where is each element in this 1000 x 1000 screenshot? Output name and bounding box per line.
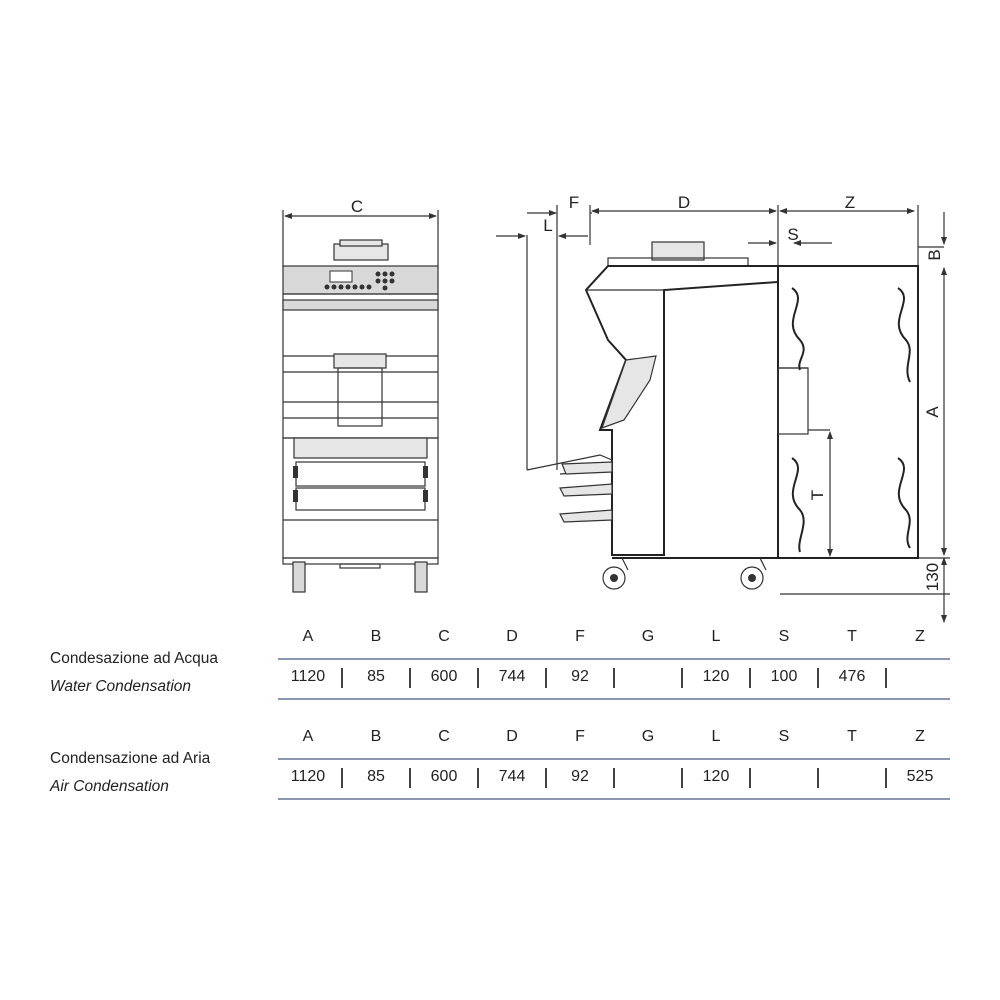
- cell-b: 85: [367, 768, 385, 785]
- cell-separator: [817, 768, 819, 788]
- cell-a: 1120: [290, 768, 326, 785]
- dim-label-130: 130: [923, 562, 942, 592]
- cell-separator: [341, 768, 343, 788]
- cell-separator: [817, 668, 819, 688]
- cell-separator: [341, 668, 343, 688]
- dim-label-c: C: [350, 197, 364, 216]
- col-header-a: A: [302, 728, 314, 745]
- cell-f: 92: [571, 668, 589, 685]
- col-header-z: Z: [915, 728, 925, 745]
- cell-separator: [545, 668, 547, 688]
- dim-label-a: A: [923, 406, 942, 418]
- table-rule-top: [278, 658, 950, 660]
- cell-separator: [681, 668, 683, 688]
- col-header-d: D: [506, 728, 518, 745]
- cell-separator: [409, 768, 411, 788]
- cell-separator: [681, 768, 683, 788]
- side-view: [496, 193, 950, 622]
- col-header-s: S: [778, 728, 790, 745]
- row-title: Condesazione ad Acqua: [50, 650, 219, 667]
- cell-f: 92: [571, 768, 589, 785]
- col-header-a: A: [302, 628, 314, 645]
- cell-d: 744: [498, 768, 526, 785]
- cell-separator: [885, 768, 887, 788]
- dim-label-b: B: [925, 249, 944, 261]
- col-header-b: B: [370, 628, 382, 645]
- cell-separator: [885, 668, 887, 688]
- row-title: Condensazione ad Aria: [50, 750, 211, 767]
- col-header-z: Z: [915, 628, 925, 645]
- table-rule-bottom: [278, 698, 950, 700]
- col-header-g: G: [641, 728, 655, 745]
- cell-c: 600: [430, 768, 458, 785]
- cell-l: 120: [702, 668, 730, 685]
- front-view: [283, 197, 438, 592]
- cell-t: 476: [838, 668, 866, 685]
- col-header-g: G: [641, 628, 655, 645]
- col-header-b: B: [370, 728, 382, 745]
- col-header-f: F: [575, 728, 585, 745]
- col-header-c: C: [438, 728, 450, 745]
- col-header-t: T: [847, 728, 857, 745]
- col-header-t: T: [847, 628, 857, 645]
- cell-a: 1120: [290, 668, 326, 685]
- cell-separator: [749, 768, 751, 788]
- cell-separator: [749, 668, 751, 688]
- dim-label-f: F: [568, 193, 580, 212]
- cell-b: 85: [367, 668, 385, 685]
- cell-l: 120: [702, 768, 730, 785]
- col-header-l: L: [711, 628, 721, 645]
- col-header-l: L: [711, 728, 721, 745]
- dim-label-z: Z: [844, 193, 856, 212]
- cell-s: 100: [770, 668, 798, 685]
- dim-label-s: S: [787, 225, 799, 244]
- cell-separator: [613, 668, 615, 688]
- cell-separator: [613, 768, 615, 788]
- row-subtitle: Air Condensation: [50, 778, 169, 795]
- cell-z: 525: [906, 768, 934, 785]
- table-rule-bottom: [278, 798, 950, 800]
- col-header-f: F: [575, 628, 585, 645]
- col-header-c: C: [438, 628, 450, 645]
- table-rule-top: [278, 758, 950, 760]
- cell-separator: [545, 768, 547, 788]
- dim-label-d: D: [677, 193, 691, 212]
- cell-c: 600: [430, 668, 458, 685]
- dim-label-l: L: [543, 216, 553, 235]
- cell-separator: [477, 768, 479, 788]
- cell-separator: [477, 668, 479, 688]
- cell-d: 744: [498, 668, 526, 685]
- col-header-s: S: [778, 628, 790, 645]
- cell-separator: [409, 668, 411, 688]
- dim-label-t: T: [808, 489, 827, 501]
- col-header-d: D: [506, 628, 518, 645]
- row-subtitle: Water Condensation: [50, 678, 192, 695]
